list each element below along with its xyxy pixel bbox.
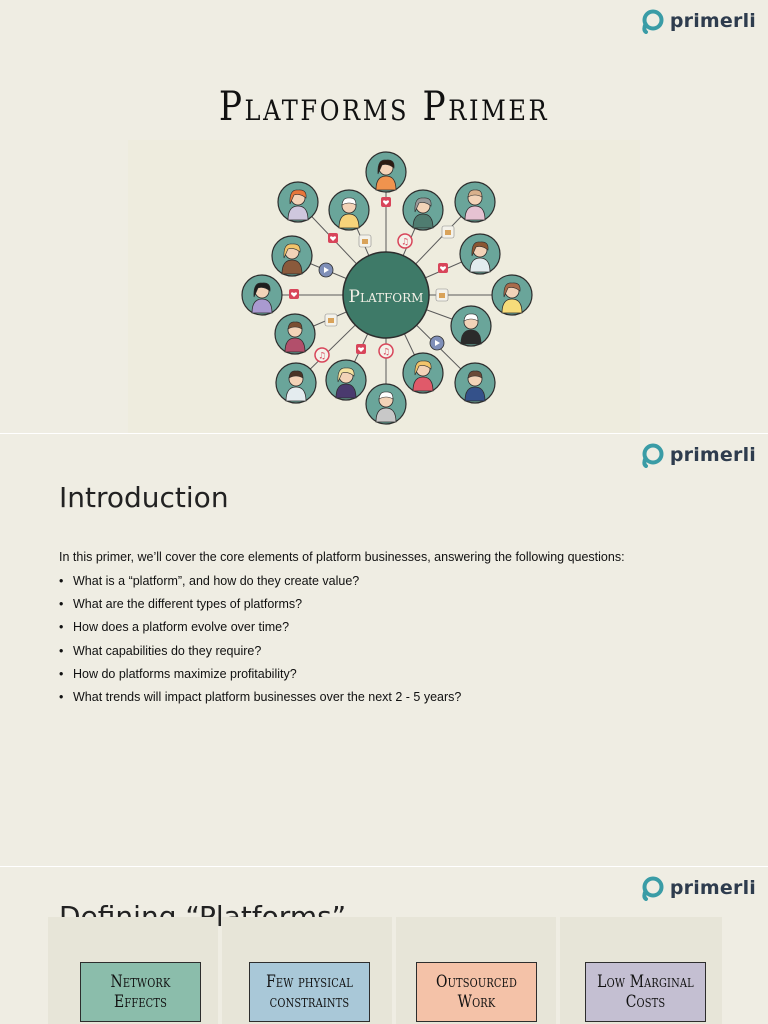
low-marginal-costs-box: Low Marginal Costs [585, 962, 706, 1022]
primerli-logo [639, 442, 756, 468]
person-avatar [272, 236, 312, 276]
few-physical-constraints-box: Few physical constraints [249, 962, 370, 1022]
person-avatar [455, 363, 495, 403]
slide-title-heading: Platforms Primer [218, 84, 550, 130]
like-icon [325, 314, 337, 326]
primerli-logo-icon [639, 8, 665, 34]
person-avatar [455, 182, 495, 222]
list-item: • How does a platform evolve over time? [59, 620, 290, 635]
platform-hub-label: Platform [348, 287, 424, 307]
person-avatar [278, 182, 318, 222]
svg-text:♫: ♫ [317, 351, 327, 362]
slide-title [0, 0, 768, 433]
list-item: • What trends will impact platform businesses over the next 2 - 5 years? [59, 689, 462, 704]
play-icon [430, 336, 444, 350]
network-effects-box: Network Effects [80, 962, 201, 1022]
outsourced-work-box: Outsourced Work [416, 962, 537, 1022]
person-avatar [492, 275, 532, 315]
person-avatar [451, 306, 491, 346]
slide-introduction [0, 434, 768, 866]
like-icon [436, 289, 448, 301]
logo-wordmark: primerli [669, 10, 756, 32]
like-icon [442, 226, 454, 238]
heart-icon [438, 263, 448, 273]
list-item: • What capabilities do they require? [59, 643, 262, 658]
heart-icon [289, 289, 299, 299]
svg-text:♫: ♫ [400, 237, 410, 248]
primerli-logo-icon [639, 875, 665, 901]
music-icon [315, 348, 329, 362]
primerli-logo [639, 875, 756, 901]
platform-network-diagram [128, 140, 640, 433]
heart-icon [328, 233, 338, 243]
logo-wordmark: primerli [669, 877, 756, 899]
person-avatar [276, 363, 316, 403]
person-avatar [403, 353, 443, 393]
person-avatar [275, 314, 315, 354]
slide-defining-platforms [0, 867, 768, 1024]
list-item: • How do platforms maximize profitability? [59, 666, 297, 681]
question-list [59, 574, 461, 713]
svg-text:♫: ♫ [381, 347, 391, 358]
like-icon [359, 235, 371, 247]
person-avatar [366, 384, 406, 424]
primerli-logo-icon [639, 442, 665, 468]
list-item: • What are the different types of platforms? [59, 597, 303, 612]
list-item: • What is a “platform”, and how do they create value? [59, 574, 360, 588]
heart-icon [356, 344, 366, 354]
introduction-heading: Introduction [59, 481, 229, 514]
person-avatar [326, 360, 366, 400]
person-avatar [366, 152, 406, 192]
introduction-paragraph: In this primer, we’ll cover the core elements of platform businesses, answering the following questions: [59, 550, 625, 564]
logo-wordmark: primerli [669, 444, 756, 466]
person-avatar [460, 234, 500, 274]
primerli-logo [639, 8, 756, 34]
person-avatar [403, 190, 443, 230]
music-icon [398, 234, 412, 248]
heart-icon [381, 197, 391, 207]
person-avatar [242, 275, 282, 315]
music-icon [379, 344, 393, 358]
play-icon [319, 263, 333, 277]
person-avatar [329, 190, 369, 230]
